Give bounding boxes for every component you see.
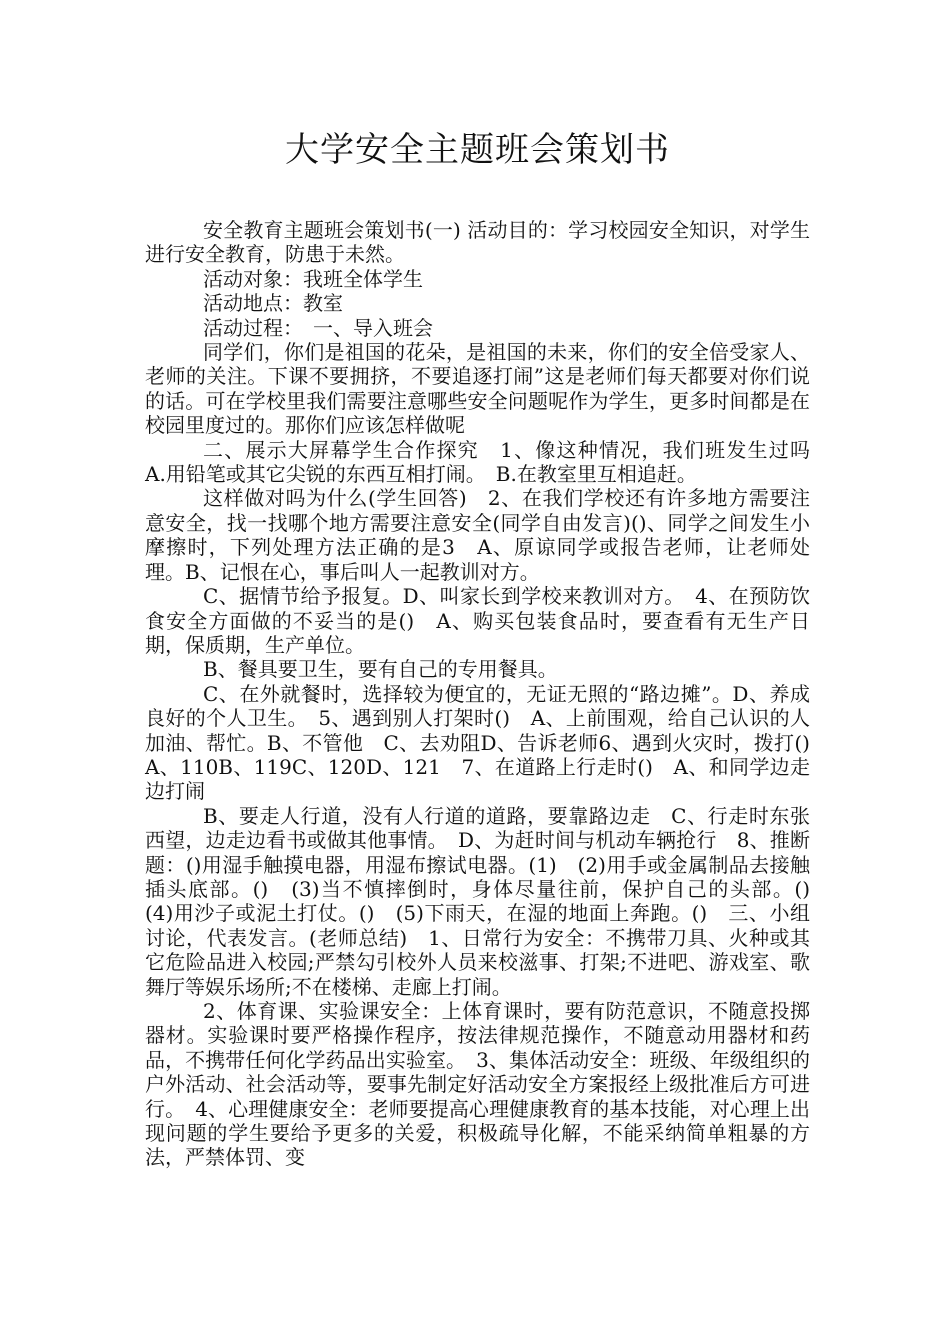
paragraph-location: 活动地点：教室	[203, 291, 343, 316]
document-body	[145, 218, 830, 1170]
paragraph-process: 活动过程： 一、导入班会	[203, 315, 433, 340]
paragraph-question-4: C、据情节给予报复。D、叫家长到学校来教训对方。 4、在预防饮食安全方面做的不妥当的是() A、购买包装食品时，要查看有无生产日期，保质期，生产单位。	[145, 584, 810, 657]
document-title: 大学安全主题班会策划书	[285, 130, 670, 170]
paragraph-option-b: B、餐具要卫生，要有自己的专用餐具。	[203, 657, 558, 682]
paragraph-target: 活动对象：我班全体学生	[203, 266, 423, 291]
paragraph-purpose: 安全教育主题班会策划书(一) 活动目的：学习校园安全知识，对学生进行安全教育，防患于未然。	[145, 218, 810, 267]
paragraph-intro: 同学们，你们是祖国的花朵，是祖国的未来，你们的安全倍受家人、老师的关注。下课不要拥挤，不要追逐打闹”这是老师们每天都要对你们说的话。可在学校里我们需要注意哪些安全问题呢作为学生，更多时间都是在校园里度过的。那你们应该怎样做呢	[145, 340, 810, 438]
paragraph-question-8-summary: B、要走人行道，没有人行道的道路，要靠路边走 C、行走时东张西望，边走边看书或做其他事情。 D、为赶时间与机动车辆抢行 8、推断题：()用湿手触摸电器，用湿布擦试电器。(1) (2)用手或金属制品去接触插头底部。() (3)当不慎摔倒时，身体尽量往前，保护自己的头部。() (4)用沙子或泥土打仗。() (5)下雨天，在湿的地面上奔跑。() 三、小组讨论，代表发言。(老师总结) 1、日常行为安全：不携带刀具、火种或其它危险品进入校园;严禁勾引校外人员来校滋事、打架;不进吧、游戏室、歌舞厅等娱乐场所;不在楼梯、走廊上打闹。	[145, 803, 830, 999]
paragraph-question-5-7: C、在外就餐时，选择较为便宜的，无证无照的“路边摊”。D、养成良好的个人卫生。 5、遇到别人打架时() A、上前围观，给自己认识的人加油、帮忙。B、不管他 C、去劝阻D、告诉老师6、遇到火灾时，拨打() A、110B、119C、120D、121 7、在道路上行走时() A、和同学边走边打闹	[145, 681, 830, 804]
paragraph-exploration: 二、展示大屏幕学生合作探究 1、像这种情况，我们班发生过吗 A.用铅笔或其它尖锐的东西互相打闹。 B.在教室里互相追赶。	[145, 437, 830, 487]
document-page	[145, 128, 830, 1170]
paragraph-safety-rules: 2、体育课、实验课安全：上体育课时，要有防范意识，不随意投掷器材。实验课时要严格操作程序，按法律规范操作，不随意动用器材和药品，不携带任何化学药品出实验室。 3、集体活动安全：班级、年级组织的户外活动、社会活动等，要事先制定好活动安全方案报经上级批准后方可进行。 4、心理健康安全：老师要提高心理健康教育的基本技能，对心理上出现问题的学生要给予更多的关爱，积极疏导化解，不能采纳简单粗暴的方法，严禁体罚、变	[145, 999, 810, 1170]
paragraph-question-2: 这样做对吗为什么(学生回答) 2、在我们学校还有许多地方需要注意安全，找一找哪个地方需要注意安全(同学自由发言)()、同学之间发生小摩擦时，下列处理方法正确的是3 A、原谅同学或报告老师，让老师处理。B、记恨在心，事后叫人一起教训对方。	[145, 486, 810, 584]
